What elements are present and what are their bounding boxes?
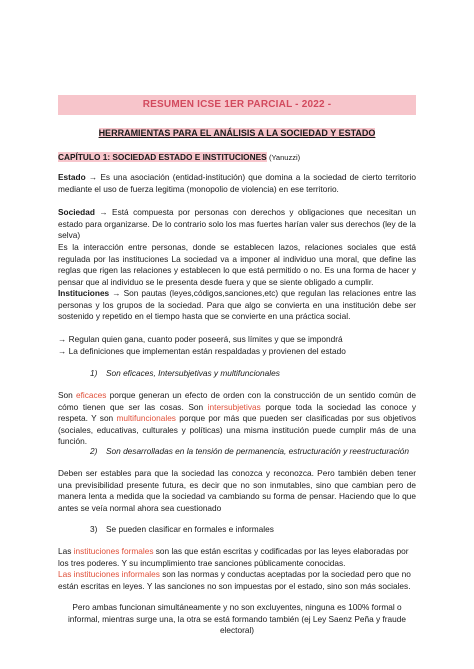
document-title: RESUMEN ICSE 1ER PARCIAL - 2022 - — [142, 99, 332, 111]
interaccion-text: Es la interacción entre personas, donde se establecen lazos, relaciones sociales que está regulada por las instituciones La sociedad va a imponer al individuo una moral, que define las reglas que rigen las relaciones y establecen lo que está permitido o no. Es una forma de hacer y pensar que al individuo se le presenta desde fuera y que se siente obligado a cumplir. — [58, 242, 416, 287]
para-text: Son — [58, 390, 76, 400]
arrow-notes — [58, 334, 416, 357]
para-text: porque toda la sociedad las conoce y respeta. Y son — [58, 401, 416, 423]
chapter-author: (Yanuzzi) — [268, 153, 301, 162]
item-number: 2) — [90, 446, 98, 456]
para-text: porque generan un efecto de orden con la construcción de un sentido común de cómo tienen que ser las cosas. Son — [58, 390, 416, 412]
item-text: Son desarrolladas en la tensión de permanencia, estructuración y reestructuración — [106, 446, 410, 456]
instituciones-term: Instituciones — [58, 288, 110, 298]
conclusion-paragraph — [58, 602, 416, 637]
sociedad-definition — [58, 207, 416, 242]
para-text: porque por más que pueden ser clasificadas por sus objetivos (sociales, educativas, culturales y políticas) una misma institución puede cumplir más de una función. — [58, 413, 416, 446]
instituciones-definition — [58, 288, 416, 323]
item-number: 3) — [90, 524, 98, 534]
subtitle-block — [58, 128, 416, 140]
para-text: son las normas y conductas aceptadas por la sociedad pero que no están escritas en leyes. Y las sanciones no son impuestas por el estado, sino son más sociales. — [58, 569, 411, 591]
estabilidad-paragraph — [58, 468, 416, 514]
arrow-note-1: → Regulan quien gana, cuanto poder poseerá, sus límites y que se impondrá — [58, 334, 343, 344]
para-text: Las — [58, 546, 74, 556]
instituciones-text: → Son pautas (leyes,códigos,sanciones,etc) que regulan las relaciones entre las personas y los grupos de la sociedad. Para que algo se convierta en una institución debe ser sostenido y repetido en el tiempo hasta que se convierte en una práctica social. — [58, 288, 416, 321]
highlight-multifuncionales: multifuncionales — [116, 413, 176, 423]
estabilidad-text: Deben ser estables para que la sociedad las conozca y reconozca. Pero también deben tener una previsibilidad presente futura, es decir que no son inmutables, sino que cambian pero de manera lenta a medida que la sociedad va cambiando su forma de pensar. Haciendo que lo que antes se veía normal ahora sea cuestionado — [58, 468, 416, 513]
numbered-item-1 — [58, 368, 416, 380]
sociedad-text: → Está compuesta por personas con derechos y obligaciones que necesitan un estado para organizarse. De lo contrario solo los mas fuertes harían valer sus derechos (ley de la selva) — [58, 207, 416, 240]
numbered-item-3 — [58, 524, 416, 536]
estado-term: Estado — [58, 172, 86, 182]
chapter-heading — [58, 152, 416, 164]
para-text: son las que están escritas y codificadas por las leyes elaboradas por los tres poderes. Y su incumplimiento trae sanciones públicamente conocidas. — [58, 546, 409, 568]
conclusion-text: Pero ambas funcionan simultáneamente y no son excluyentes, ninguna es 100% formal o informal, mientras surge una, la otra se está formando también (ej Ley Saenz Peña y fraude electoral) — [67, 602, 407, 635]
estado-text: → Es una asociación (entidad-institución) que domina a la sociedad de cierto territorio mediante el uso de fuerza legitima (monopolio de violencia) en ese territorio. — [58, 172, 416, 194]
item-text: Se pueden clasificar en formales e informales — [106, 524, 274, 534]
interaccion-paragraph — [58, 242, 416, 288]
numbered-item-2 — [58, 446, 416, 458]
item-number: 1) — [90, 368, 98, 378]
item-text: Son eficaces, Intersubjetivas y multifuncionales — [106, 368, 280, 378]
title-banner — [58, 95, 416, 115]
formales-paragraph — [58, 546, 416, 592]
arrow-note-2: → La definiciones que implementan están respaldadas y provienen del estado — [58, 345, 346, 356]
highlight-formales: instituciones formales — [73, 546, 154, 556]
document-subtitle: HERRAMIENTAS PARA EL ANÁLISIS A LA SOCIEDAD Y ESTADO — [98, 128, 376, 138]
chapter-label: CAPÍTULO 1: SOCIEDAD ESTADO E INSTITUCIONES — [58, 152, 267, 162]
highlight-intersubjetivas: intersubjetivas — [207, 401, 261, 412]
highlight-eficaces: eficaces — [76, 390, 107, 400]
estado-definition — [58, 172, 416, 195]
eficaces-paragraph — [58, 390, 416, 448]
sociedad-term: Sociedad — [58, 207, 95, 217]
highlight-informales: Las instituciones informales — [58, 569, 160, 579]
